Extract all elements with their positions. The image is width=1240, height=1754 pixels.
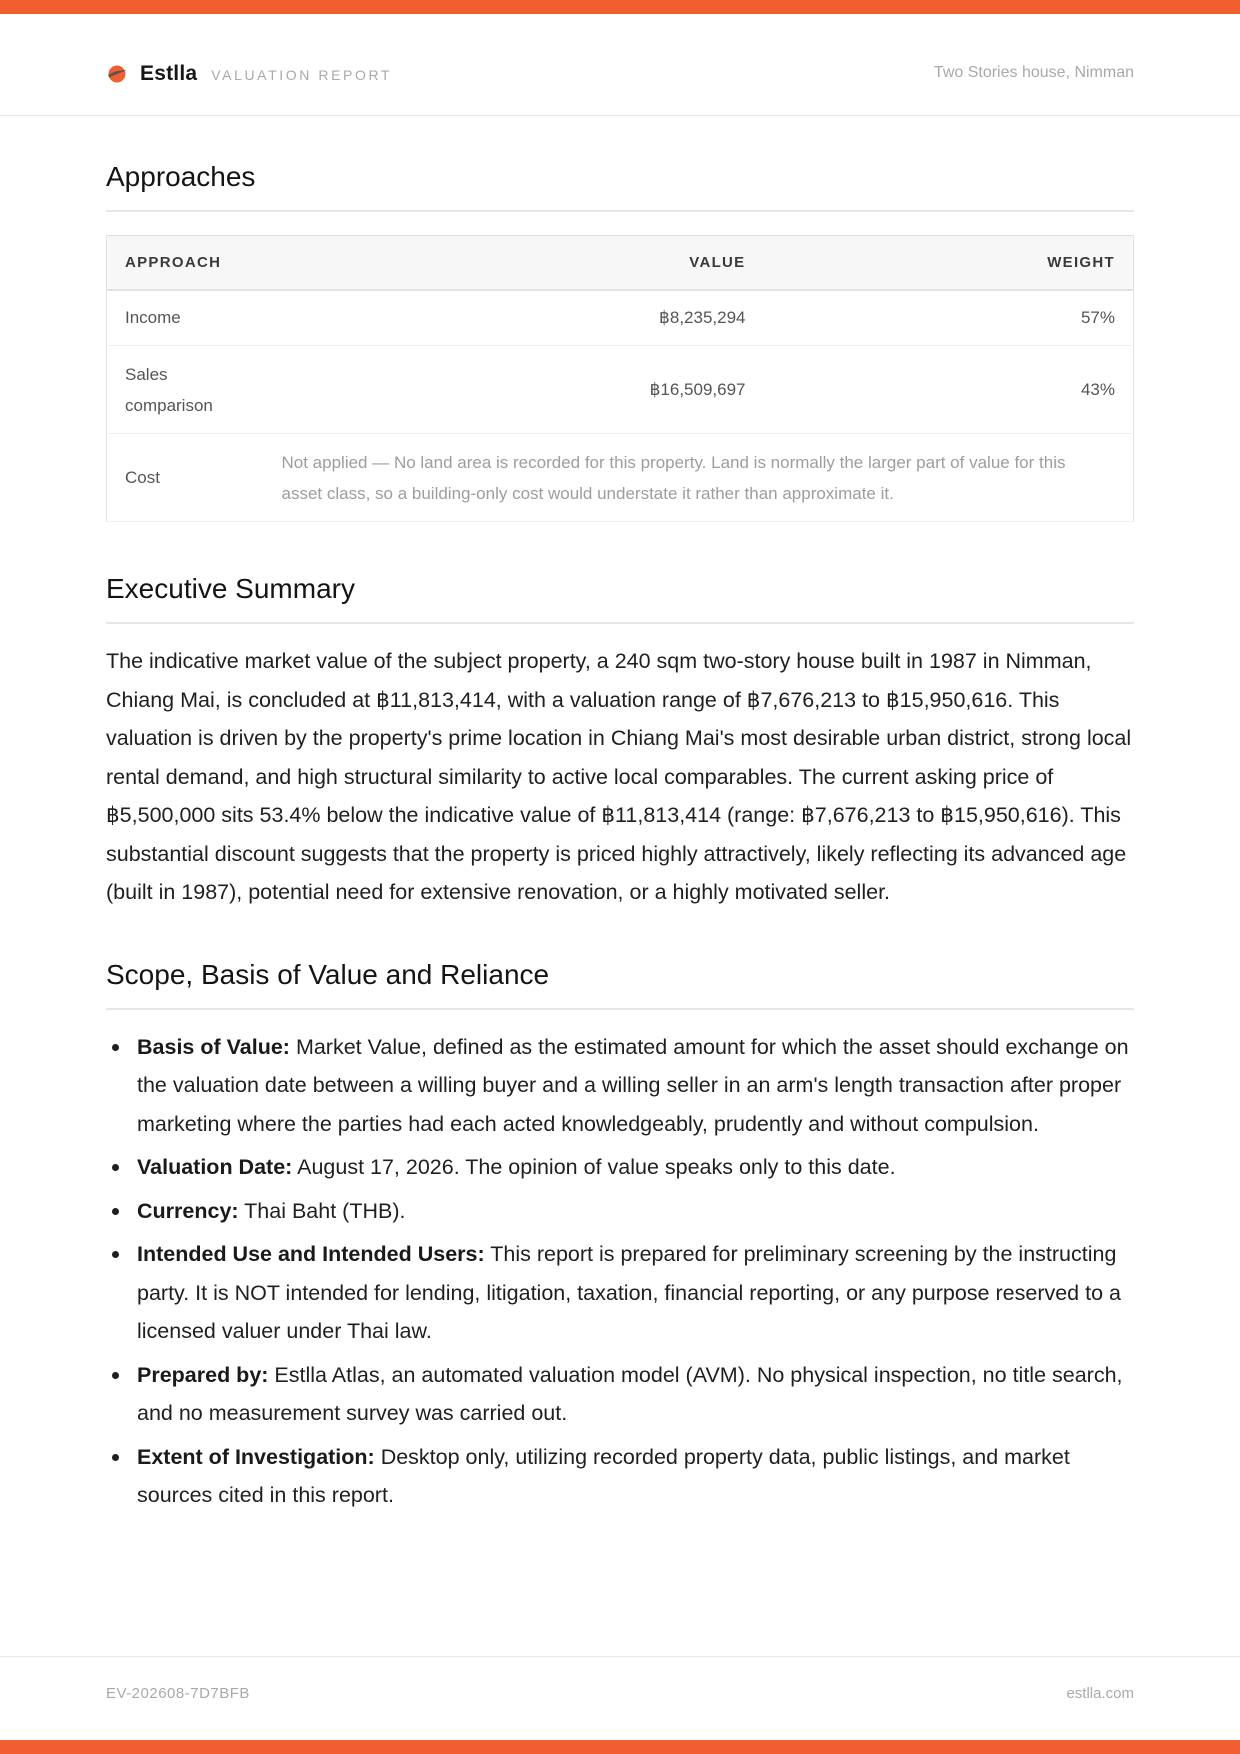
scope-item-label: Currency: [137, 1198, 239, 1223]
scope-list [106, 1028, 1134, 1515]
scope-item-text: Estlla Atlas, an automated valuation model (AVM). No physical inspection, no title search, and no measurement survey was carried out. [137, 1362, 1123, 1425]
scope-item-label: Intended Use and Intended Users: [137, 1242, 485, 1266]
report-content [106, 150, 1134, 1520]
table-row [107, 346, 1134, 434]
scope-item-text: Market Value, defined as the estimated amount for which the asset should exchange on the valuation date between a willing buyer and a willing seller in an arm's length transaction after proper marketing where the parties had each acted knowledgeably, prudently and without compulsion. [137, 1034, 1129, 1136]
list-item [106, 1028, 1134, 1144]
weight-cell: 57% [764, 290, 1134, 346]
approach-cell: Cost [107, 434, 264, 522]
weight-cell: 43% [764, 346, 1134, 434]
approach-cell: Income [107, 290, 264, 346]
table-row [107, 434, 1134, 522]
executive-summary-text: The indicative market value of the subject property, a 240 sqm two-story house built in 1987 in Nimman, Chiang Mai, is concluded at ฿11,813,414, with a valuation range of ฿7,676,213 to ฿15,950,616. This valuation is driven by the property's prime location in Chiang Mai's most desirable urban district, strong local rental demand, and high structural similarity to active local comparables. The current asking price of ฿5,500,000 sits 53.4% below the indicative value of ฿11,813,414 (range: ฿7,676,213 to ฿15,950,616). This substantial discount suggests that the property is priced highly attractively, likely reflecting its advanced age (built in 1987), potential need for extensive renovation, or a highly motivated seller. [106, 649, 1132, 904]
list-item [106, 1148, 1134, 1187]
report-header [0, 14, 1240, 116]
value-cell: ฿8,235,294 [264, 290, 764, 346]
scope-item-label: Extent of Investigation: [137, 1444, 375, 1469]
scope-heading: Scope, Basis of Value and Reliance [106, 948, 1134, 1010]
report-footer [0, 1656, 1240, 1702]
property-name: Two Stories house, Nimman [933, 64, 1134, 81]
scope-item-text: Thai Baht (THB). [244, 1198, 406, 1223]
column-header-approach: APPROACH [107, 236, 264, 290]
cost-not-applied-note: Not applied — No land area is recorded for this property. Land is normally the larger part of value for this asset class, so a building-only cost would understate it rather than approximate it. [264, 434, 1134, 522]
list-item [106, 1438, 1134, 1515]
top-accent-bar [0, 0, 1240, 14]
list-item [106, 1192, 1134, 1231]
estlla-logo-icon [106, 63, 128, 85]
scope-item-label: Prepared by: [137, 1362, 269, 1387]
value-cell: ฿16,509,697 [264, 346, 764, 434]
table-header-row [107, 236, 1134, 290]
brand [106, 54, 392, 94]
brand-name: Estlla [140, 62, 198, 85]
report-reference: EV-202608-7D7BFB [106, 1685, 250, 1702]
scope-item-label: Valuation Date: [137, 1155, 293, 1179]
approach-cell: Sales comparison [107, 346, 264, 434]
approaches-heading: Approaches [106, 150, 1134, 212]
column-header-weight: WEIGHT [764, 236, 1134, 290]
scope-item-text: August 17, 2026. The opinion of value speaks only to this date. [297, 1155, 896, 1179]
executive-summary-section [106, 562, 1134, 912]
scope-item-label: Basis of Value: [137, 1034, 290, 1059]
report-label: VALUATION REPORT [211, 67, 393, 83]
executive-summary-heading: Executive Summary [106, 562, 1134, 624]
bottom-accent-bar [0, 1740, 1240, 1754]
approaches-table [106, 235, 1134, 522]
footer-site-link[interactable]: estlla.com [1066, 1685, 1134, 1702]
scope-item-text: Desktop only, utilizing recorded property data, public listings, and market sources cited in this report. [137, 1444, 1070, 1507]
approaches-section [106, 150, 1134, 522]
list-item [106, 1235, 1134, 1351]
list-item [106, 1356, 1134, 1433]
column-header-value: VALUE [264, 236, 764, 290]
scope-item-text: This report is prepared for preliminary screening by the instructing party. It is NOT intended for lending, litigation, taxation, financial reporting, or any purpose reserved to a licensed valuer under Thai law. [137, 1242, 1121, 1343]
scope-section [106, 948, 1134, 1515]
table-row [107, 290, 1134, 346]
